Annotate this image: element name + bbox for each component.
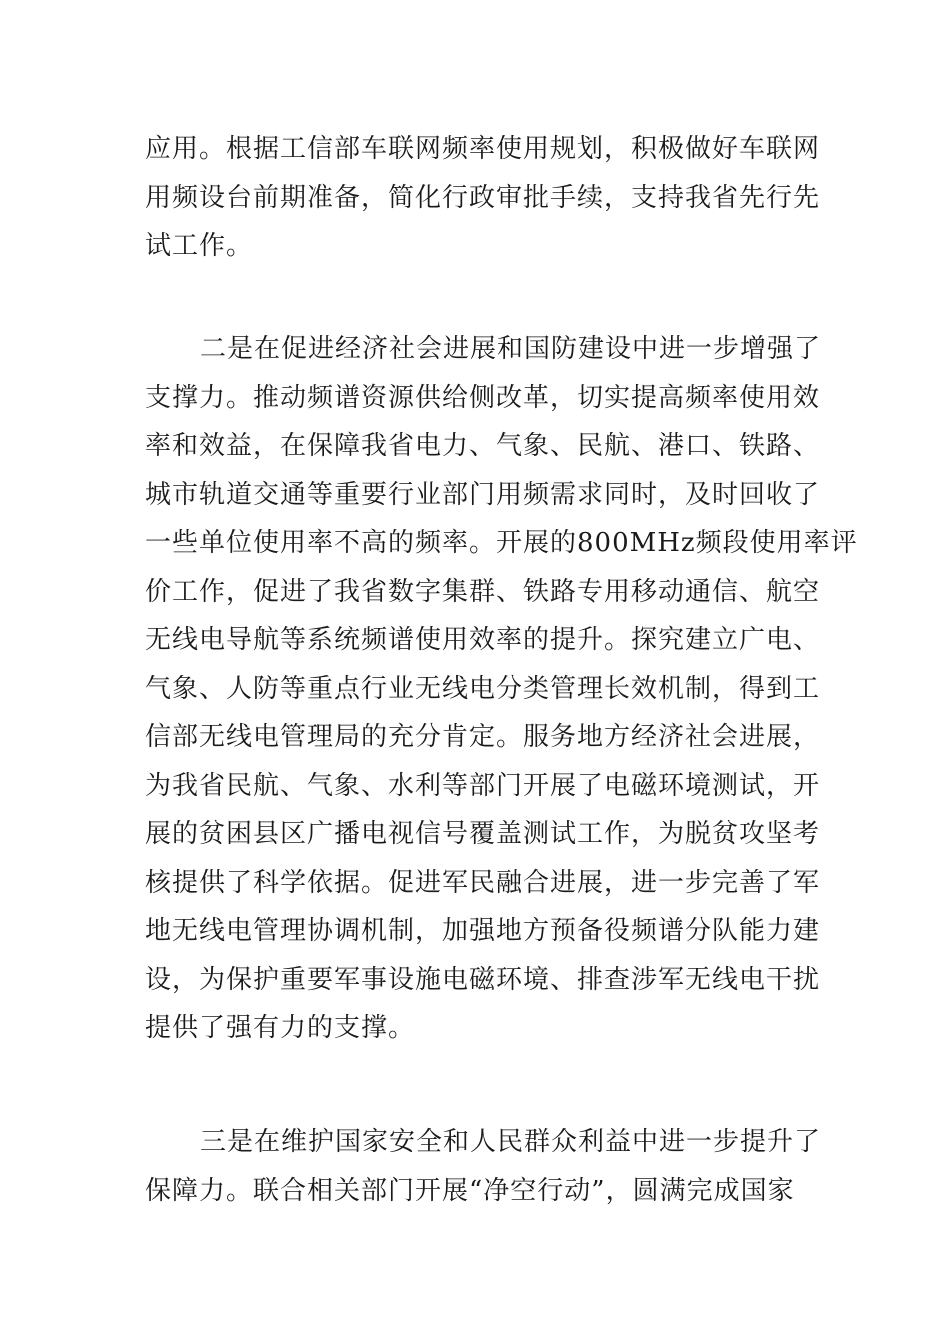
paragraph-line: 率和效益，在保障我省电力、气象、民航、港口、铁路、	[145, 431, 821, 461]
paragraph-line: 一些单位使用率不高的频率。开展的800MHz频段使用率评	[145, 528, 858, 558]
paragraph-line: 二是在促进经济社会进展和国防建设中进一步增强了	[200, 334, 822, 364]
paragraph-line: 三是在维护国家安全和人民群众利益中进一步提升了	[200, 1127, 822, 1157]
paragraph-line: 为我省民航、气象、水利等部门开展了电磁环境测试，开	[145, 770, 821, 801]
paragraph-line: 城市轨道交通等重要行业部门用频需求同时，及时回收了	[145, 479, 821, 510]
paragraph-line: 应用。根据工信部车联网频率使用规划，积极做好车联网	[145, 134, 821, 164]
paragraph-line: 用频设台前期准备，简化行政审批手续，支持我省先行先	[145, 182, 821, 213]
paragraph-line: 展的贫困县区广播电视信号覆盖测试工作，为脱贫攻坚考	[145, 819, 821, 849]
paragraph-line: 核提供了科学依据。促进军民融合进展，进一步完善了军	[145, 867, 821, 898]
paragraph-3	[145, 1118, 822, 1215]
paragraph-line: 信部无线电管理局的充分肯定。服务地方经济社会进展，	[145, 722, 821, 752]
paragraph-line: 支撑力。推动频谱资源供给侧改革，切实提高频率使用效	[145, 382, 821, 413]
paragraph-line: 保障力。联合相关部门开展“净空行动”，圆满完成国家	[145, 1175, 795, 1206]
paragraph-line: 无线电导航等系统频谱使用效率的提升。探究建立广电、	[145, 625, 821, 655]
paragraph-line: 地无线电管理协调机制，加强地方预备役频谱分队能力建	[145, 916, 821, 946]
paragraph-line: 提供了强有力的支撑。	[145, 1013, 416, 1043]
paragraph-line: 试工作。	[145, 231, 254, 261]
paragraph-line: 设，为保护重要军事设施电磁环境、排查涉军无线电干扰	[145, 964, 821, 995]
paragraph-2	[145, 325, 858, 1053]
paragraph-line: 价工作，促进了我省数字集群、铁路专用移动通信、航空	[145, 576, 821, 607]
paragraph-1	[145, 125, 821, 271]
paragraph-line: 气象、人防等重点行业无线电分类管理长效机制，得到工	[145, 673, 821, 704]
